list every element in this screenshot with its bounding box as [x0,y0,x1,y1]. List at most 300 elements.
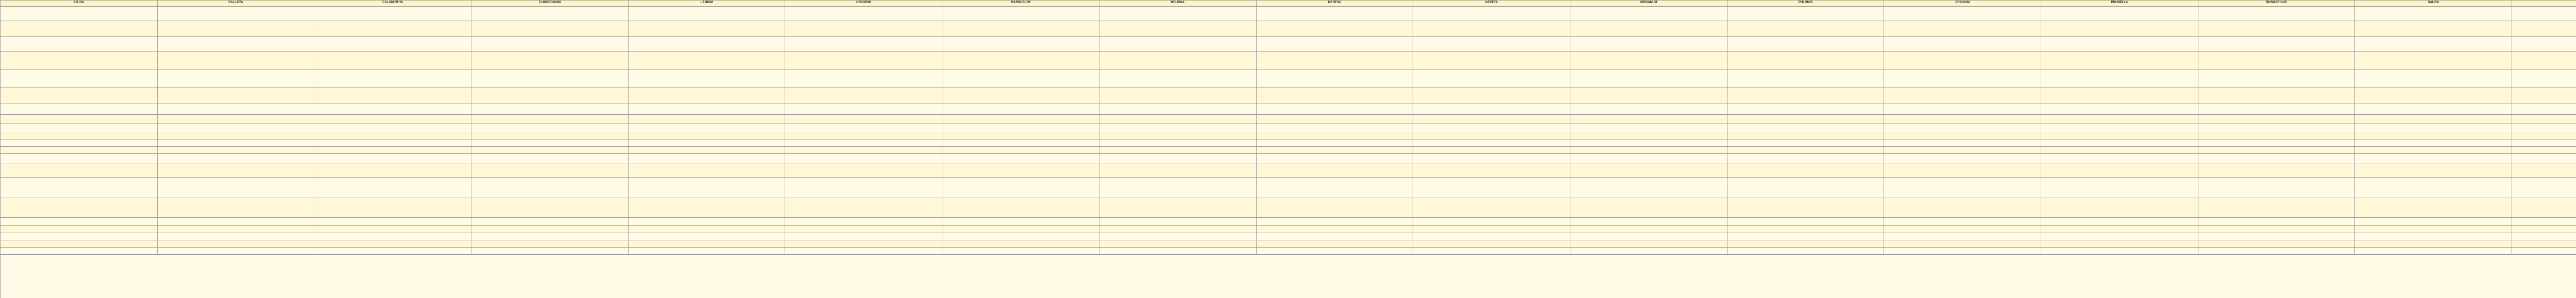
table-cell [942,178,1099,198]
table-cell [1257,52,1414,69]
table-cell [785,226,942,233]
table-cell [2041,103,2198,115]
table-cell [1099,21,1257,37]
table-cell [314,198,471,218]
table-cell [1257,198,1414,218]
table-cell [1884,52,2041,69]
table-cell [2355,69,2512,88]
table-cell [2198,233,2355,240]
table-cell [314,124,471,132]
table-cell [1570,52,1727,69]
table-cell [1099,88,1257,103]
table-cell [1884,218,2041,226]
table-cell [785,198,942,218]
table-cell [2512,164,2576,178]
table-cell [1257,115,1414,124]
column-header: ORIGANUM [1570,1,1727,7]
table-cell [471,88,629,103]
table-cell [1727,139,1885,147]
table-cell [1257,124,1414,132]
table-cell [1884,132,2041,139]
table-cell [942,69,1099,88]
table-cell [2355,154,2512,164]
table-cell [2198,164,2355,178]
table-cell [2198,88,2355,103]
table-cell [2198,240,2355,248]
table-cell [1884,115,2041,124]
table-cell [1727,124,1885,132]
table-cell [1099,124,1257,132]
table-cell [2198,132,2355,139]
table-cell [785,139,942,147]
table-cell [629,178,786,198]
table-cell [1099,147,1257,154]
table-cell [629,103,786,115]
table-cell [2512,248,2576,255]
table-cell [2041,218,2198,226]
table-cell [314,147,471,154]
table-cell [2512,178,2576,198]
table-cell [1257,154,1414,164]
table-cell [2198,52,2355,69]
table-cell [1,88,158,103]
table-cell [158,124,315,132]
table-cell [2512,88,2576,103]
table-cell [1727,178,1885,198]
table-cell [1099,103,1257,115]
table-cell [785,103,942,115]
table-cell [1,37,158,52]
table-cell [2198,37,2355,52]
table-cell [1257,164,1414,178]
table-cell [1570,103,1727,115]
table-cell [1727,132,1885,139]
table-cell [2198,139,2355,147]
table-cell [2355,7,2512,21]
table-cell [471,178,629,198]
table-cell [1257,147,1414,154]
table-cell [942,248,1099,255]
table-cell [2355,240,2512,248]
table-cell [2355,178,2512,198]
table-cell [1413,226,1570,233]
table-cell [1727,164,1885,178]
table-cell [1570,124,1727,132]
table-cell [314,233,471,240]
table-cell [1,218,158,226]
column-header: LAMIUM [629,1,786,7]
table-cell [785,178,942,198]
table-cell [1413,103,1570,115]
table-cell [158,164,315,178]
table-cell [314,164,471,178]
table-cell [942,218,1099,226]
table-cell [1884,147,2041,154]
table-cell [785,7,942,21]
table-cell [2198,218,2355,226]
table-cell [1570,233,1727,240]
table-cell [2355,37,2512,52]
table-cell [158,248,315,255]
table-cell [1413,164,1570,178]
table-cell [629,37,786,52]
table-cell [942,7,1099,21]
table-cell [158,147,315,154]
column-header: AJUGA [1,1,158,7]
column-header [2512,1,2576,7]
table-cell [314,88,471,103]
table-cell [2512,69,2576,88]
table-cell [1257,226,1414,233]
table-cell [158,139,315,147]
table-cell [785,52,942,69]
table-cell [158,88,315,103]
table-cell [2512,37,2576,52]
table-cell [1570,198,1727,218]
table-cell [1,240,158,248]
table-cell [158,132,315,139]
table-cell [471,226,629,233]
table-cell [1570,178,1727,198]
table-cell [629,198,786,218]
table-cell [314,103,471,115]
table-cell [314,178,471,198]
table-cell [1099,226,1257,233]
table-cell [2355,233,2512,240]
table-cell [1,132,158,139]
table-cell [2512,240,2576,248]
table-cell [785,132,942,139]
table-cell [1,147,158,154]
column-header: PRUNELLA [2041,1,2198,7]
table-cell [2198,103,2355,115]
column-header: PRASIUM [1884,1,2041,7]
table-cell [1,7,158,21]
table-cell [1884,226,2041,233]
table-cell [629,7,786,21]
table-cell [942,139,1099,147]
table-cell [1570,240,1727,248]
table-cell [314,21,471,37]
table-cell [785,115,942,124]
table-cell [1570,69,1727,88]
table-cell [314,115,471,124]
table-cell [2198,21,2355,37]
table-cell [1727,21,1885,37]
table-cell [471,7,629,21]
table-cell [2512,115,2576,124]
table-cell [1,178,158,198]
table-cell [629,240,786,248]
table-cell [1,198,158,218]
table-cell [1413,233,1570,240]
table-cell [1099,115,1257,124]
table-cell [1570,248,1727,255]
table-cell [1884,21,2041,37]
table-cell [629,233,786,240]
table-cell [629,115,786,124]
table-cell [2355,132,2512,139]
column-header: MENTHA [1257,1,1414,7]
table-cell [2355,52,2512,69]
table-cell [1570,139,1727,147]
column-header: MELISSA [1099,1,1257,7]
table-cell [2355,218,2512,226]
table-cell [158,7,315,21]
table-cell [1099,164,1257,178]
table-cell [785,69,942,88]
table-cell [1884,178,2041,198]
table-cell [1413,88,1570,103]
table-cell [1413,154,1570,164]
table-cell [1099,198,1257,218]
table-cell [1727,198,1885,218]
table-cell [1,233,158,240]
table-cell [2512,103,2576,115]
table-cell [1099,248,1257,255]
table-cell [1257,69,1414,88]
table-cell [2198,154,2355,164]
table-cell [158,103,315,115]
table-cell [314,52,471,69]
table-cell [1727,37,1885,52]
table-cell [1570,37,1727,52]
table-cell [1257,88,1414,103]
table-cell [2355,88,2512,103]
table-cell [785,164,942,178]
table-cell [2041,240,2198,248]
table-cell [2041,233,2198,240]
table-cell [1570,132,1727,139]
table-cell [2355,164,2512,178]
table-cell [1413,147,1570,154]
table-cell [1413,139,1570,147]
table-cell [1,21,158,37]
table-cell [2198,198,2355,218]
table-cell [1,164,158,178]
table-cell [471,132,629,139]
table-cell [158,218,315,226]
table-cell [1099,37,1257,52]
table-cell [2041,7,2198,21]
table-cell [1884,88,2041,103]
table-cell [1099,240,1257,248]
table-cell [785,21,942,37]
table-cell [2198,115,2355,124]
table-cell [629,226,786,233]
table-cell [1099,233,1257,240]
table-cell [158,37,315,52]
table-cell [1727,233,1885,240]
table-cell [1257,139,1414,147]
table-cell [942,240,1099,248]
table-cell [158,52,315,69]
table-cell [2512,218,2576,226]
column-header: MARRUBIUM [942,1,1099,7]
table-cell [2198,226,2355,233]
table-cell [314,37,471,52]
table-cell [2198,248,2355,255]
table-cell [1257,218,1414,226]
table-cell [2198,69,2355,88]
table-cell [942,154,1099,164]
table-cell [471,164,629,178]
table-cell [1727,88,1885,103]
table-cell [1413,240,1570,248]
table-cell [942,226,1099,233]
table-cell [1727,7,1885,21]
table-cell [629,154,786,164]
table-cell [1727,52,1885,69]
table-cell [1884,37,2041,52]
table-cell [471,154,629,164]
table-cell [629,21,786,37]
table-cell [2041,147,2198,154]
table-cell [942,233,1099,240]
table-cell [2512,139,2576,147]
table-cell [1257,132,1414,139]
table-cell [1,139,158,147]
table-cell [471,248,629,255]
table-cell [471,69,629,88]
table-cell [2512,52,2576,69]
table-cell [158,69,315,88]
table-cell [158,233,315,240]
table-cell [629,132,786,139]
table-cell [1257,233,1414,240]
table-cell [158,240,315,248]
table-cell [471,233,629,240]
table-cell [1884,154,2041,164]
table-cell [1570,226,1727,233]
table-cell [1570,115,1727,124]
table-cell [2512,147,2576,154]
table-cell [629,164,786,178]
table-cell [314,248,471,255]
table-cell [785,248,942,255]
table-cell [2355,226,2512,233]
table-cell [785,124,942,132]
table-cell [2355,124,2512,132]
table-cell [471,198,629,218]
table-cell [1257,178,1414,198]
table-cell [1570,218,1727,226]
table-cell [629,147,786,154]
table-cell [629,218,786,226]
table-cell [2041,248,2198,255]
column-header: SALVIA [2355,1,2512,7]
table-cell [1413,132,1570,139]
table-cell [785,147,942,154]
table-cell [1727,218,1885,226]
column-header: CALAMINTHA [314,1,471,7]
table-cell [2041,88,2198,103]
table-cell [471,21,629,37]
table-cell [2198,124,2355,132]
table-cell [1099,52,1257,69]
table-cell [785,37,942,52]
table-cell [2041,37,2198,52]
table-cell [1884,124,2041,132]
table-cell [942,147,1099,154]
table-cell [1,154,158,164]
table-cell [1884,248,2041,255]
table-cell [158,198,315,218]
table-cell [2041,132,2198,139]
table-cell [1727,115,1885,124]
table-cell [1257,37,1414,52]
table-cell [2512,124,2576,132]
column-header: ROSMARINUS [2198,1,2355,7]
column-header: CLINOPODIUM [471,1,629,7]
table-cell [2355,21,2512,37]
table-cell [1570,154,1727,164]
table-cell [158,178,315,198]
table-cell [1727,226,1885,233]
table-cell [471,218,629,226]
table-cell [1413,124,1570,132]
table-cell [1413,248,1570,255]
table-cell [1413,21,1570,37]
table-cell [629,88,786,103]
table-cell [1727,147,1885,154]
table-cell [2355,103,2512,115]
table-cell [1257,21,1414,37]
table-cell [1727,154,1885,164]
table-cell [1884,198,2041,218]
table-cell [629,69,786,88]
table-cell [942,132,1099,139]
table-cell [2041,21,2198,37]
table-cell [314,154,471,164]
table-cell [2512,198,2576,218]
table-cell [1413,37,1570,52]
table-cell [1099,178,1257,198]
table-cell [1570,164,1727,178]
table-cell [1099,218,1257,226]
table-cell [2512,233,2576,240]
table-cell [2512,21,2576,37]
table-cell [1,115,158,124]
table-cell [629,52,786,69]
table-cell [2198,147,2355,154]
table-cell [942,37,1099,52]
table-cell [785,154,942,164]
table-cell [2041,154,2198,164]
table-cell [1884,69,2041,88]
table-cell [314,240,471,248]
table-cell [158,154,315,164]
table-cell [1727,240,1885,248]
table-cell [2512,7,2576,21]
table-cell [942,52,1099,69]
table-cell [1099,132,1257,139]
table-cell [158,21,315,37]
table-cell [1,124,158,132]
table-cell [2355,147,2512,154]
table-cell [1413,218,1570,226]
table-cell [2198,178,2355,198]
table-cell [785,218,942,226]
table-cell [942,115,1099,124]
table-cell [1099,139,1257,147]
table-cell [1413,178,1570,198]
table-cell [2041,164,2198,178]
table-cell [1413,115,1570,124]
table-cell [314,226,471,233]
table-cell [785,240,942,248]
table-cell [1,226,158,233]
